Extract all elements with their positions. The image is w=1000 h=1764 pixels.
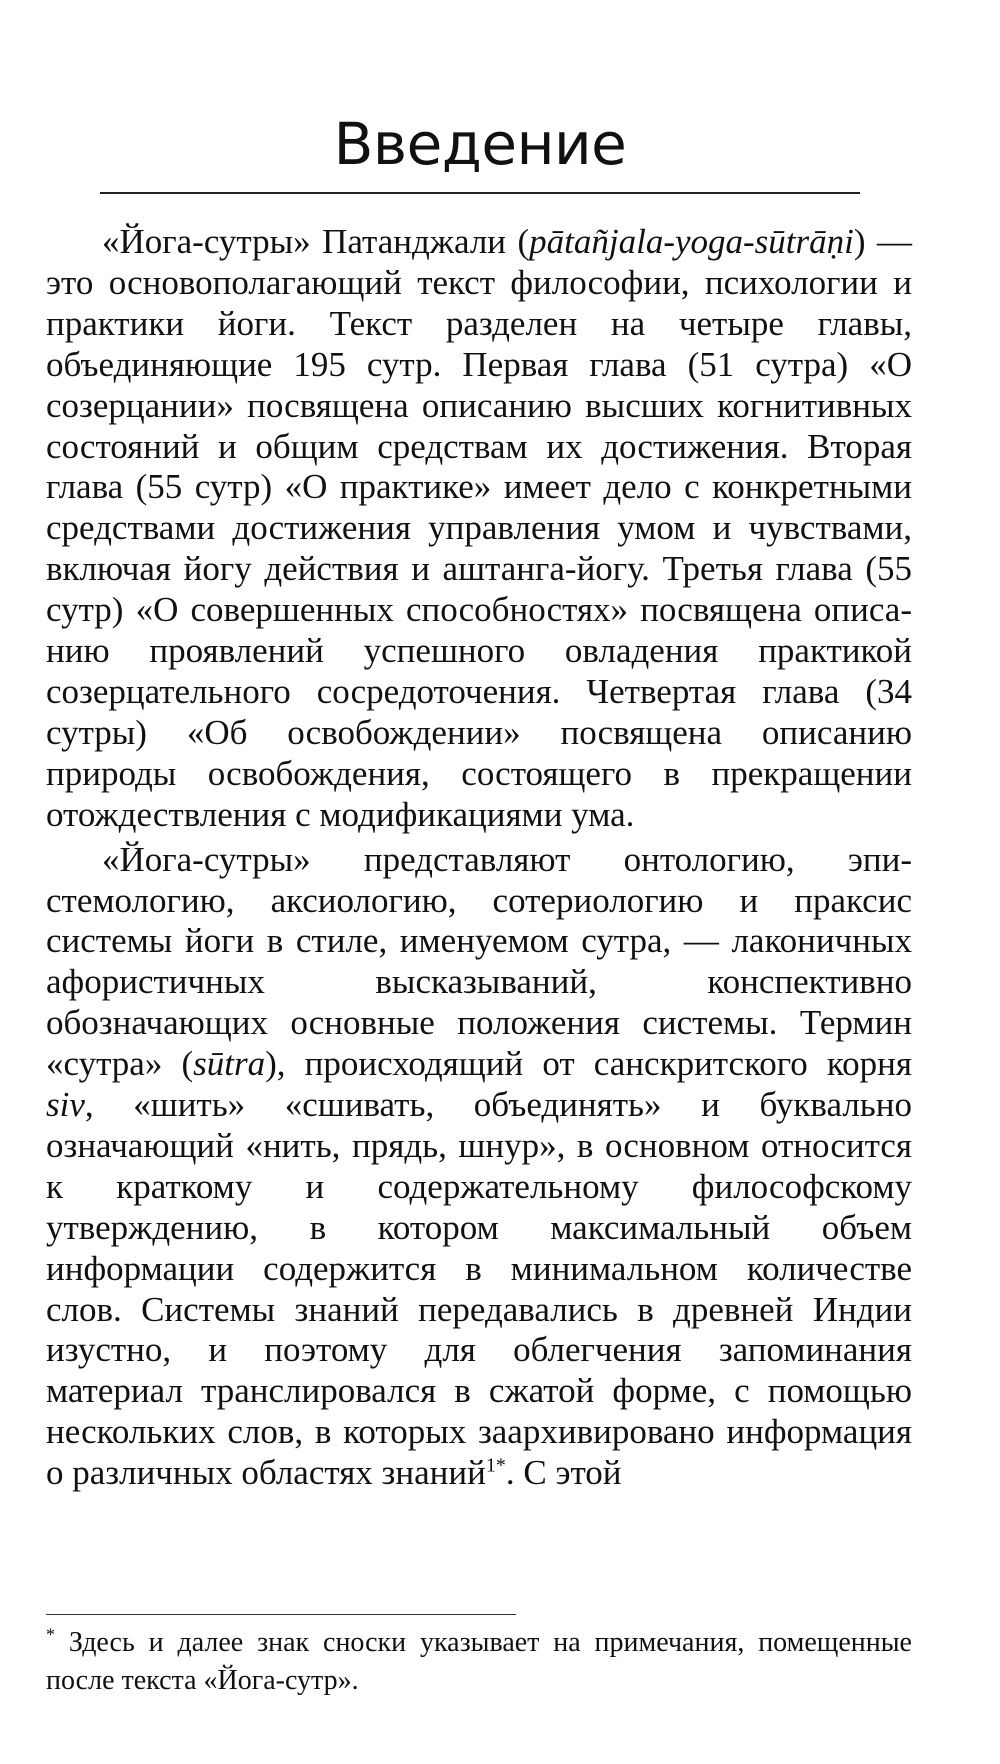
footnote-body: Здесь и далее знак сноски указывает на примечания, помещенные после текста «Йога-сутр». <box>46 1627 912 1696</box>
footnote-reference[interactable]: 1* <box>485 1454 506 1477</box>
paragraph-2-text-a: «Йога-сутры» представляют онтологию, эпистемологию, аксиологию, сотериологию и праксис системы йоги в стиле, именуемом сутра, — лаконичных афористичных высказываний, конспективно обозначающих основные положения системы. Термин «сутра» ( <box>46 839 912 1084</box>
footnote-text <box>46 1624 912 1700</box>
paragraph-1-text-a: «Йога-сутры» Патанджали ( <box>102 222 530 261</box>
footnote-separator <box>46 1614 516 1615</box>
chapter-heading: Введение <box>333 110 627 178</box>
sanskrit-term-siv: siv <box>46 1085 85 1125</box>
footnote <box>46 1624 912 1700</box>
paragraph-2-text-b: ), происходящий от санскритского корня <box>265 1044 912 1084</box>
body-text <box>46 222 912 1494</box>
sanskrit-term-title: pātañjala-yoga-sūtrāṇi <box>529 222 854 261</box>
paragraph-1-text-b: ) — это основополагающий текст философии, психологии и практики йоги. Текст разделен на четыре главы, объединяющие 195 сутр. Первая глава (51 сутра) «О созерцании» посвящена описанию высших когнитивных состояний и общим средствам их достижения. Вторая глава (55 сутр) «О практике» имеет дело с конкретными средствами достижения управления умом и чувствами, включая йогу действия и аштанга-йогу. Третья глава (55 сутр) «О совершенных способностях» посвящена описанию проявлений успешного овладения практикой созерцательного сосредоточения. Четвертая глава (34 сутры) «Об освобождении» посвящена описанию природы освобождения, состоящего в прекращении отождествления с модификациями ума. <box>46 222 912 834</box>
paragraph-2-text-d: . С этой <box>505 1453 622 1493</box>
sanskrit-term-sutra: sūtra <box>193 1044 266 1084</box>
heading-underline <box>100 192 860 194</box>
paragraph-2-text-c: , «шить» «сшивать, объединять» и буквально означающий «нить, прядь, шнур», в основном относится к краткому и содержательному философскому утверждению, в котором максимальный объем информации содержится в минимальном количестве слов. Системы знаний передавались в древней Индии изустно, и поэтому для облегчения запоминания материал транслировался в сжатой форме, с помощью нескольких слов, в которых заархивировано информация о различных областях знаний <box>46 1085 912 1493</box>
paragraph-2 <box>46 840 912 1495</box>
footnote-marker: * <box>46 1624 55 1645</box>
paragraph-1 <box>46 222 912 836</box>
